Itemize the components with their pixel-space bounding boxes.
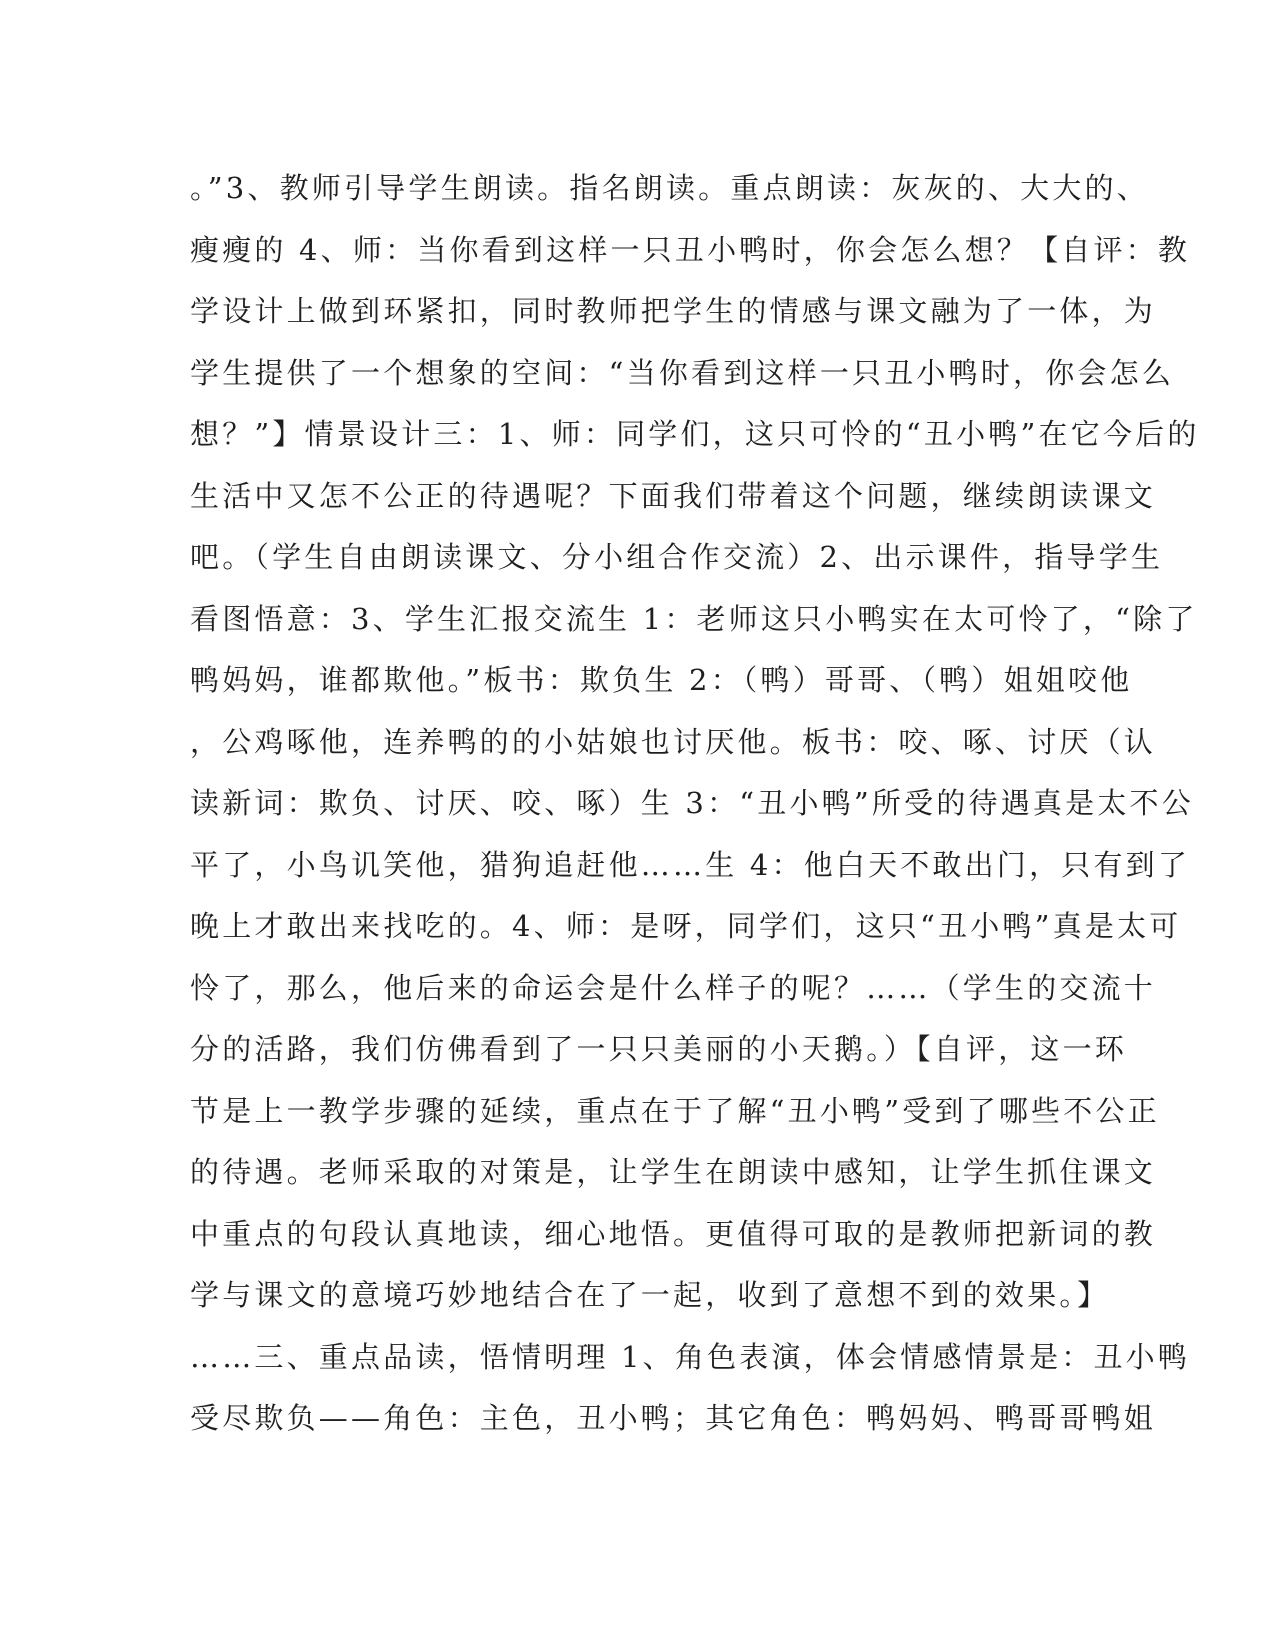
text-line: 看图悟意：3、学生汇报交流生 1：老师这只小鸭实在太可怜了，“除了	[190, 601, 1198, 636]
text-line: 平了，小鸟讥笑他，猎狗追赶他……生 4：他白天不敢出门，只有到了	[190, 847, 1191, 882]
text-line: 学设计上做到环紧扣，同时教师把学生的情感与课文融为了一体，为	[190, 294, 1157, 328]
text-line: 。”3、教师引导学生朗读。指名朗读。重点朗读：灰灰的、大大的、	[190, 171, 1149, 205]
text-line: ，公鸡啄他，连养鸭的的小姑娘也讨厌他。板书：咬、啄、讨厌（认	[190, 724, 1157, 759]
text-line: 瘦瘦的 4、师：当你看到这样一只丑小鸭时，你会怎么想？【自评：教	[190, 232, 1191, 267]
text-line: 受尽欺负——角色：主色，丑小鸭；其它角色：鸭妈妈、鸭哥哥鸭姐	[190, 1401, 1157, 1435]
text-line: 学与课文的意境巧妙地结合在了一起，收到了意想不到的效果。】	[190, 1278, 1110, 1312]
text-line: 怜了，那么，他后来的命运会是什么样子的呢？……（学生的交流十	[190, 970, 1157, 1005]
text-line: 晚上才敢出来找吃的。4、师：是呀，同学们，这只“丑小鸭”真是太可	[190, 909, 1182, 943]
text-line: 生活中又怎不公正的待遇呢？下面我们带着这个问题，继续朗读课文	[190, 478, 1157, 513]
body-text	[190, 158, 1200, 1450]
text-line: 想？”】情景设计三：1、师：同学们，这只可怜的“丑小鸭”在它今后的	[190, 417, 1200, 451]
text-line: 学生提供了一个想象的空间：“当你看到这样一只丑小鸭时，你会怎么	[190, 355, 1175, 390]
text-line: 中重点的句段认真地读，细心地悟。更值得可取的是教师把新词的教	[190, 1216, 1157, 1251]
text-line: 吧。（学生自由朗读课文、分小组合作交流）2、出示课件，指导学生	[190, 540, 1164, 574]
text-line: 分的活路，我们仿佛看到了一只只美丽的小天鹅。）【自评，这一环	[190, 1032, 1128, 1066]
text-line: 鸭妈妈，谁都欺他。”板书：欺负生 2：（鸭）哥哥、（鸭）姐姐咬他	[190, 663, 1133, 697]
text-line: 节是上一教学步骤的延续，重点在于了解“丑小鸭”受到了哪些不公正	[190, 1093, 1160, 1128]
text-line: 读新词：欺负、讨厌、咬、啄）生 3：“丑小鸭”所受的待遇真是太不公	[190, 786, 1194, 820]
text-line: 的待遇。老师采取的对策是，让学生在朗读中感知，让学生抓住课文	[190, 1155, 1157, 1189]
text-line: ……三、重点品读，悟情明理 1、角色表演，体会情感情景是：丑小鸭	[190, 1339, 1191, 1374]
